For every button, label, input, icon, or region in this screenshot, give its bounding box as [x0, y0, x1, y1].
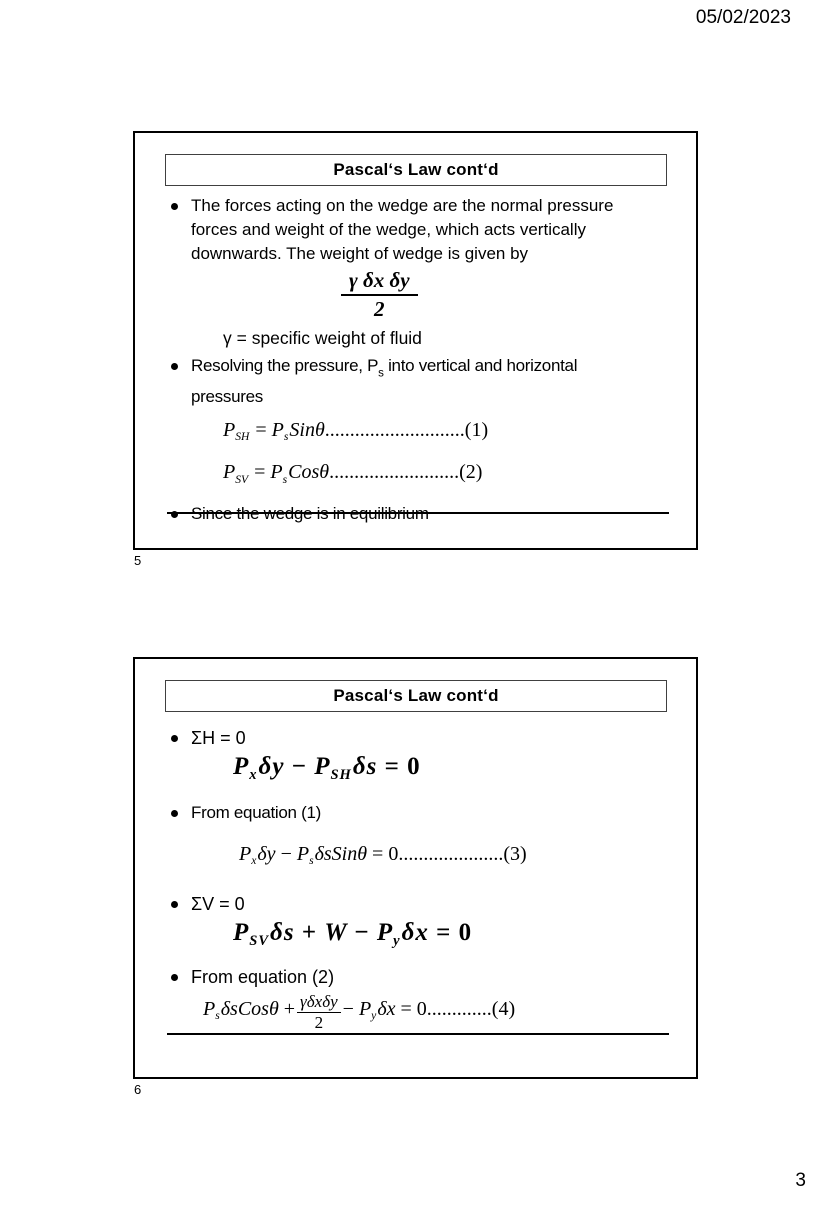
slide-6 [133, 657, 698, 1079]
gamma-definition: γ = specific weight of fluid [223, 328, 422, 348]
bullet-item [171, 354, 674, 409]
bullet-text: From equation (1) [191, 803, 322, 823]
bullet-icon [171, 974, 178, 981]
slide-number: 6 [134, 1082, 142, 1097]
page-number: 3 [795, 1170, 806, 1191]
slide-title: Pascal‘s Law cont‘d [333, 686, 499, 705]
divider-line [167, 512, 669, 514]
bullet-item [171, 194, 674, 266]
bullet-icon [171, 810, 178, 817]
bullet-icon [171, 901, 178, 908]
bullet-item [171, 801, 674, 825]
slide-content [135, 712, 696, 1032]
slide-5 [133, 131, 698, 550]
bullet-text: From equation (2) [191, 967, 335, 988]
equation-sum-horizontal: $P_x\delta y - P_{SH}\delta s = 0$ [233, 753, 421, 784]
equation-4-right: − $P_y\delta x = 0.............(4)$ [342, 997, 516, 1022]
slide-title-box [165, 680, 667, 712]
equation-1: $P_{SH} = P_sSin\theta............................(1)$ [223, 419, 489, 444]
fraction-numerator: γδxδy [297, 992, 341, 1013]
equation-3: $P_x\delta y$ − $P_s\delta sSin\theta = 0.....................(3)$ [239, 843, 527, 868]
slide-number: 5 [134, 553, 142, 568]
bullet-text: The forces acting on the wedge are the normal pressure forces and weight of the wedge, which acts vertically downwards. The weight of wedge is given by [191, 196, 614, 263]
bullet-text: Resolving the pressure, $P_s$ into vertical and horizontal pressures [191, 356, 578, 407]
bullet-text: Since the wedge is in equilibrium [191, 503, 429, 523]
inline-fraction [297, 992, 341, 1032]
bullet-icon [171, 363, 178, 370]
fraction-denominator: 2 [374, 297, 385, 321]
equation-sum-vertical: $P_{SV}\delta s + W - P_y\delta x = 0$ [233, 919, 473, 950]
bullet-text: ΣV = 0 [191, 894, 245, 915]
equation-4 [203, 992, 674, 1032]
bullet-icon [171, 735, 178, 742]
slide-title: Pascal‘s Law cont‘d [333, 160, 499, 179]
weight-formula [341, 268, 418, 322]
bullet-icon [171, 203, 178, 210]
bullet-item [171, 892, 674, 917]
slide-content [135, 186, 696, 526]
fraction-numerator: γ δx δy [341, 268, 418, 296]
header-date: 05/02/2023 [695, 7, 791, 28]
fraction-denominator: 2 [314, 1012, 324, 1032]
slide-title-box [165, 154, 667, 186]
bullet-item [171, 965, 674, 990]
bullet-item [171, 726, 674, 751]
bullet-text: ΣH = 0 [191, 728, 246, 748]
equation-4-left: $P_s\delta sCos\theta$ + [203, 997, 296, 1022]
divider-line [167, 1033, 669, 1035]
equation-2: $P_{SV} = P_sCos\theta..........................(2)$ [223, 461, 483, 486]
